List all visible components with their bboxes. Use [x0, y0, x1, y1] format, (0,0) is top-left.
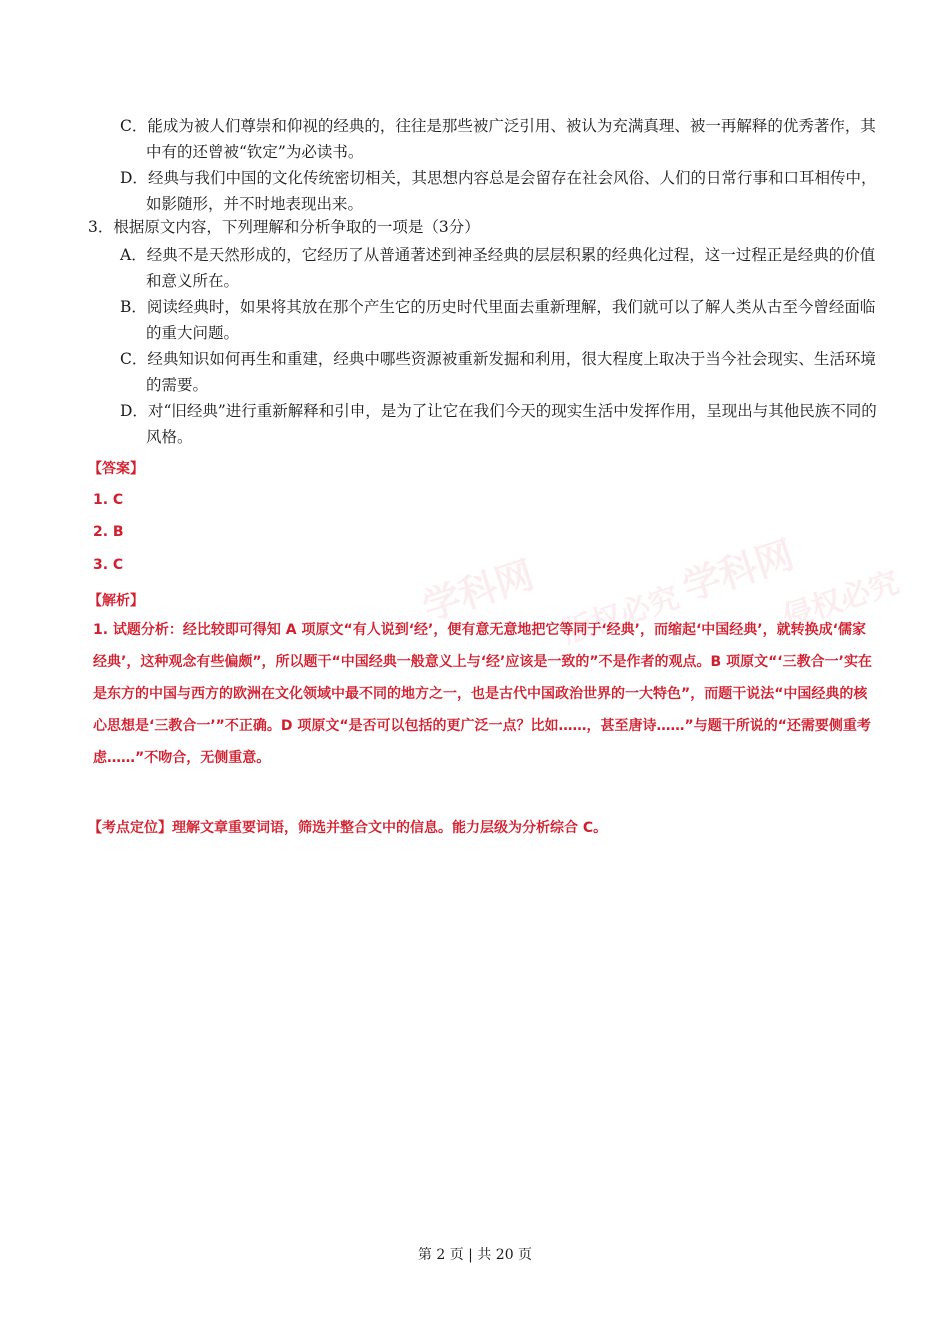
- q3-option-a-letter: A．: [120, 246, 147, 264]
- watermark-1: 学科网: [417, 552, 540, 630]
- watermark-4: 侵权必究: [778, 565, 904, 636]
- q3-option-c-letter: C．: [120, 350, 148, 368]
- answer-heading: 【答案】: [88, 461, 144, 477]
- analysis-heading: 【解析】: [88, 593, 144, 609]
- q2-option-c: [120, 113, 886, 165]
- answer-item-3: 3. C: [93, 557, 124, 573]
- q3-option-b-text: 阅读经典时，如果将其放在那个产生它的历史时代里面去重新理解，我们就可以了解人类从古至今曾经面临的重大问题。: [146, 298, 876, 342]
- q3-option-b-letter: B．: [120, 298, 147, 316]
- q3-option-d-letter: D．: [120, 402, 148, 420]
- q3-option-c-text: 经典知识如何再生和重建，经典中哪些资源被重新发掘和利用，很大程度上取决于当今社会现实、生活环境的需要。: [146, 350, 876, 394]
- q2-option-c-text: 能成为被人们尊崇和仰视的经典的，往往是那些被广泛引用、被认为充满真理、被一再解释的优秀著作，其中有的还曾被“钦定”为必读书。: [146, 117, 876, 161]
- exam-point-paragraph: 【考点定位】理解文章重要词语，筛选并整合文中的信息。能力层级为分析综合 C。: [88, 820, 608, 836]
- answer-item-2: 2. B: [93, 524, 124, 540]
- question-3-stem: 3．根据原文内容，下列理解和分析争取的一项是（3分）: [88, 218, 480, 236]
- answer-item-1: 1. C: [93, 492, 124, 508]
- watermark-2: 版权必究: [558, 580, 684, 651]
- q2-option-d-letter: D．: [120, 169, 148, 187]
- q3-option-a: [120, 242, 886, 294]
- q2-option-c-letter: C．: [120, 117, 148, 135]
- q3-option-d-text: 对“旧经典”进行重新解释和引申，是为了让它在我们今天的现实生活中发挥作用，呈现出与其他民族不同的风格。: [146, 402, 877, 446]
- page-footer: 第 2 页 | 共 20 页: [417, 1247, 533, 1263]
- q3-option-d: [120, 398, 886, 450]
- q2-option-d-text: 经典与我们中国的文化传统密切相关，其思想内容总是会留存在社会风俗、人们的日常行事和口耳相传中，如影随形，并不时地表现出来。: [146, 169, 877, 213]
- watermark-3: 学科网: [677, 532, 800, 610]
- q3-option-a-text: 经典不是天然形成的，它经历了从普通著述到神圣经典的层层积累的经典化过程，这一过程正是经典的价值和意义所在。: [146, 246, 876, 290]
- q3-option-c: [120, 346, 886, 398]
- q3-option-b: [120, 294, 886, 346]
- analysis-paragraph: 1. 试题分析：经比较即可得知 A 项原文“有人说到‘经’，便有意无意地把它等同于‘经典’，而缩起‘中国经典’，就转换成‘儒家经典’，这种观念有些偏颇”，所以题干“中国经典一般意义上与‘经’应该是一致的”不是作者的观点。B 项原文“‘三教合一’实在是东方的中国与西方的欧洲在文化领域中最不同的地方之一，也是古代中国政治世界的一大特色”，而题干说法“中国经典的核心思想是‘三教合一’”不正确。D 项原文“是否可以包括的更广泛一点？比如……，甚至唐诗……”与题干所说的“还需要侧重考虑……”不吻合，无侧重意。: [93, 622, 872, 766]
- q2-option-d: [120, 165, 886, 217]
